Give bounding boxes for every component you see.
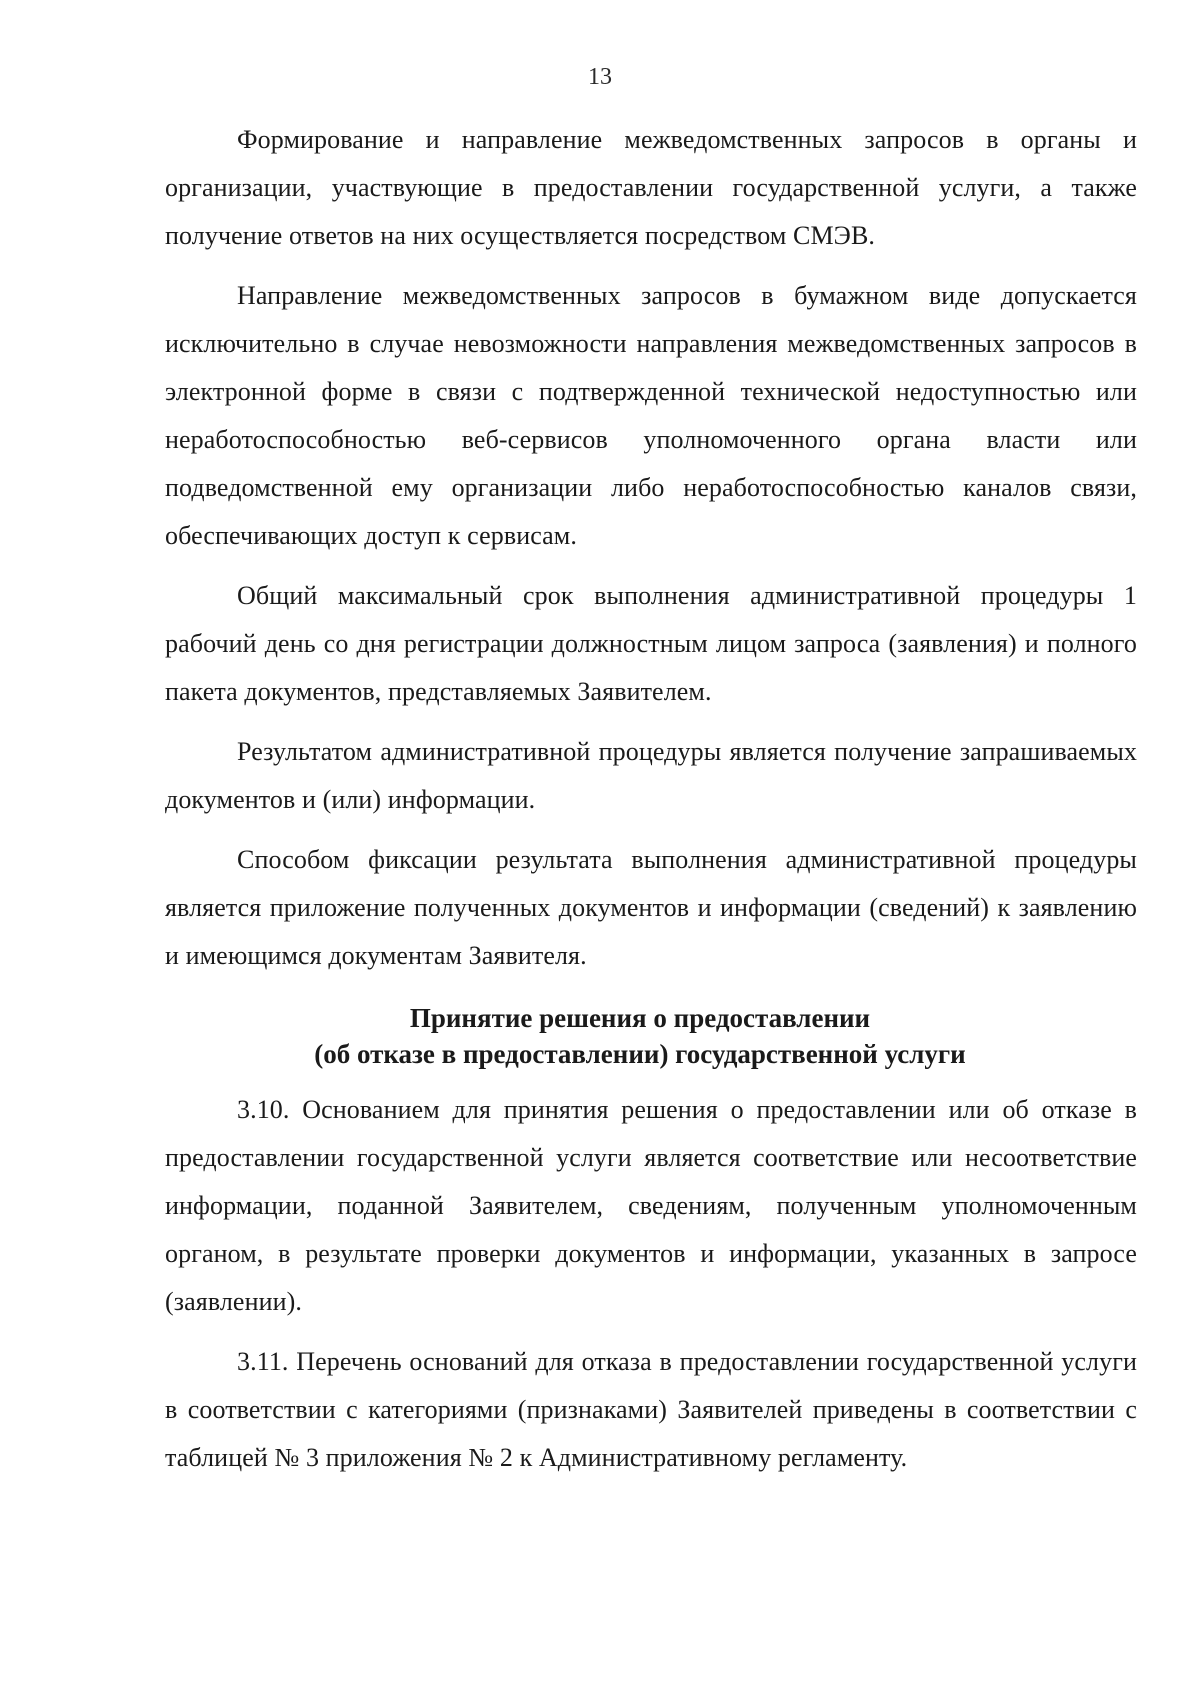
paragraph-3-10: 3.10. Основанием для принятия решения о предоставлении или об отказе в предоставлении государственной услуги является соответствие или несоответствие информации, поданной Заявителем, сведениям, полученным уполномоченным органом, в результате проверки документов и информации, указанных в запросе (заявлении).	[165, 1095, 1137, 1316]
paragraph-3-11: 3.11. Перечень оснований для отказа в предоставлении государственной услуги в соответствии с категориями (признаками) Заявителей приведены в соответствии с таблицей № 3 приложения № 2 к Административному регламенту.	[165, 1347, 1137, 1472]
body-text-bottom	[165, 1086, 1137, 1494]
paragraph-procedure-result: Результатом административной процедуры является получение запрашиваемых документов и (или) информации.	[165, 737, 1137, 814]
paragraph-result-fixation: Способом фиксации результата выполнения административной процедуры является приложение полученных документов и информации (сведений) к заявлению и имеющимся документам Заявителя.	[165, 845, 1137, 970]
section-heading-line-2: (об отказе в предоставлении) государственной услуги	[314, 1039, 966, 1069]
paragraph-paper-requests: Направление межведомственных запросов в бумажном виде допускается исключительно в случае невозможности направления межведомственных запросов в электронной форме в связи с подтвержденной технической недоступностью или неработоспособностью веб-сервисов уполномоченного органа власти или подведомственной ему организации либо неработоспособностью каналов связи, обеспечивающих доступ к сервисам.	[165, 281, 1137, 550]
body-text-top	[165, 116, 1137, 992]
paragraph-smev: Формирование и направление межведомственных запросов в органы и организации, участвующие в предоставлении государственной услуги, а также получение ответов на них осуществляется посредством СМЭВ.	[165, 125, 1137, 250]
section-heading-line-1: Принятие решения о предоставлении	[409, 1003, 871, 1033]
paragraph-max-term: Общий максимальный срок выполнения административной процедуры 1 рабочий день со дня регистрации должностным лицом запроса (заявления) и полного пакета документов, представляемых Заявителем.	[165, 581, 1137, 706]
section-heading	[0, 1000, 1200, 1072]
page-number: 13	[588, 64, 612, 90]
